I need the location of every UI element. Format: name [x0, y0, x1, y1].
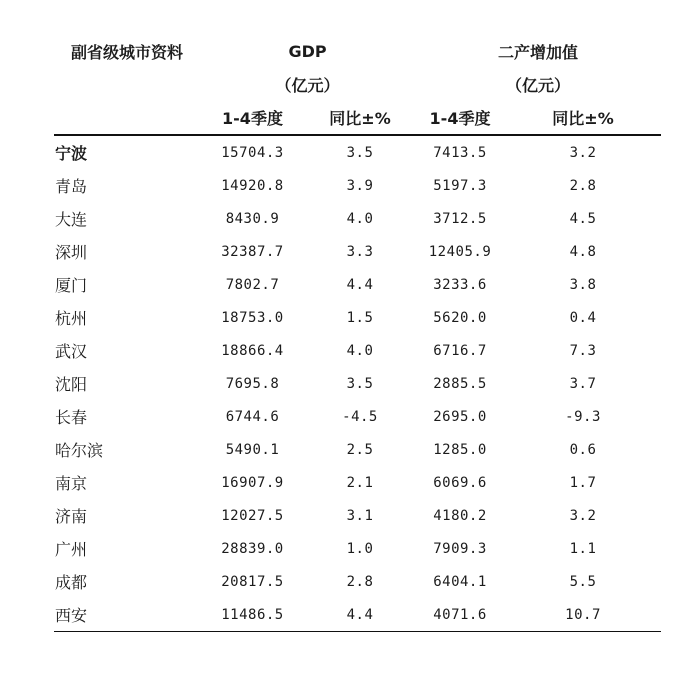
value-cell: 4.0	[346, 342, 374, 359]
group-header-secondary-industry: 二产增加值	[498, 43, 579, 62]
unit-label-secondary: （亿元）	[506, 76, 571, 95]
value-cell: 0.4	[569, 309, 597, 326]
city-name-cell: 宁波	[55, 144, 88, 163]
value-cell: 7802.7	[225, 276, 280, 293]
value-cell: 10.7	[505, 598, 661, 632]
value-cell: 2.8	[569, 177, 597, 194]
value-cell: 0.6	[569, 441, 597, 458]
value-cell: 7413.5	[433, 144, 487, 161]
group-header-gdp: GDP	[288, 42, 327, 61]
subheader-row	[54, 101, 661, 135]
value-cell: 4.5	[569, 210, 597, 227]
table-row	[54, 400, 661, 433]
value-cell: 28839.0	[221, 540, 284, 557]
value-cell: 12027.5	[221, 507, 284, 524]
table-row	[54, 499, 661, 532]
value-cell: 6404.1	[433, 573, 487, 590]
value-cell: 5490.1	[225, 441, 280, 458]
value-cell: 15704.3	[221, 144, 284, 161]
table-body	[54, 135, 661, 632]
value-cell: 8430.9	[225, 210, 280, 227]
empty-cell	[54, 68, 200, 101]
value-cell: 7909.3	[433, 540, 487, 557]
table-title: 副省级城市资料	[70, 43, 183, 62]
value-cell: 6716.7	[433, 342, 487, 359]
value-cell: 1.0	[346, 540, 374, 557]
city-name-cell: 大连	[55, 210, 88, 229]
city-name-cell: 杭州	[55, 309, 88, 328]
value-cell: 18866.4	[221, 342, 284, 359]
city-name-cell: 青岛	[55, 177, 88, 196]
subheader-secondary-yoy: 同比±%	[505, 101, 661, 135]
city-name-cell: 南京	[55, 474, 88, 493]
table-row	[54, 598, 661, 632]
city-name-cell: 沈阳	[55, 375, 88, 394]
table-row	[54, 268, 661, 301]
empty-cell	[54, 101, 200, 135]
value-cell: 4.8	[569, 243, 597, 260]
value-cell: 3.3	[346, 243, 374, 260]
value-cell: 5620.0	[433, 309, 487, 326]
city-name-cell: 济南	[55, 507, 88, 526]
value-cell: 4071.6	[415, 598, 505, 632]
value-cell: 1285.0	[433, 441, 487, 458]
value-cell: 32387.7	[221, 243, 284, 260]
table-row	[54, 202, 661, 235]
table-row	[54, 301, 661, 334]
value-cell: 3712.5	[433, 210, 487, 227]
table-row	[54, 169, 661, 202]
value-cell: 1.5	[346, 309, 374, 326]
value-cell: 14920.8	[221, 177, 284, 194]
value-cell: 4180.2	[433, 507, 487, 524]
value-cell: 5.5	[569, 573, 597, 590]
city-statistics-table	[54, 35, 661, 632]
value-cell: 5197.3	[433, 177, 487, 194]
table-row	[54, 466, 661, 499]
city-name-cell: 厦门	[55, 276, 88, 295]
value-cell: 3.2	[569, 144, 597, 161]
value-cell: 3233.6	[433, 276, 487, 293]
value-cell: 2885.5	[433, 375, 487, 392]
city-name-cell: 西安	[54, 598, 200, 632]
value-cell: 7695.8	[225, 375, 280, 392]
value-cell: 6069.6	[433, 474, 487, 491]
value-cell: 2695.0	[433, 408, 487, 425]
value-cell: 4.4	[346, 276, 374, 293]
value-cell: 1.7	[569, 474, 597, 491]
value-cell: 7.3	[569, 342, 597, 359]
value-cell: -9.3	[565, 408, 601, 425]
value-cell: -4.5	[342, 408, 378, 425]
value-cell: 16907.9	[221, 474, 284, 491]
value-cell: 2.8	[346, 573, 374, 590]
value-cell: 4.4	[305, 598, 415, 632]
city-name-cell: 武汉	[55, 342, 88, 361]
group-label-row	[54, 35, 661, 68]
value-cell: 2.1	[346, 474, 374, 491]
value-cell: 3.5	[346, 144, 374, 161]
value-cell: 3.1	[346, 507, 374, 524]
table-row	[54, 334, 661, 367]
subheader-gdp-yoy: 同比±%	[305, 101, 415, 135]
value-cell: 6744.6	[225, 408, 280, 425]
table-header	[54, 35, 661, 135]
table-row	[54, 433, 661, 466]
city-name-cell: 长春	[55, 408, 88, 427]
table-row	[54, 235, 661, 268]
value-cell: 1.1	[569, 540, 597, 557]
table-row	[54, 565, 661, 598]
table-row	[54, 135, 661, 169]
value-cell: 2.5	[346, 441, 374, 458]
value-cell: 3.2	[569, 507, 597, 524]
unit-row	[54, 68, 661, 101]
table-row	[54, 367, 661, 400]
value-cell: 3.7	[569, 375, 597, 392]
subheader-secondary-quarters: 1-4季度	[415, 101, 505, 135]
value-cell: 20817.5	[221, 573, 284, 590]
value-cell: 3.5	[346, 375, 374, 392]
unit-label-gdp: （亿元）	[275, 76, 340, 95]
value-cell: 4.0	[346, 210, 374, 227]
value-cell: 11486.5	[200, 598, 305, 632]
value-cell: 3.9	[346, 177, 374, 194]
value-cell: 18753.0	[221, 309, 284, 326]
value-cell: 3.8	[569, 276, 597, 293]
city-name-cell: 广州	[55, 540, 88, 559]
table-row	[54, 532, 661, 565]
subheader-gdp-quarters: 1-4季度	[200, 101, 305, 135]
city-name-cell: 成都	[55, 573, 88, 592]
city-name-cell: 哈尔滨	[55, 441, 104, 460]
city-name-cell: 深圳	[55, 243, 88, 262]
value-cell: 12405.9	[428, 243, 492, 260]
